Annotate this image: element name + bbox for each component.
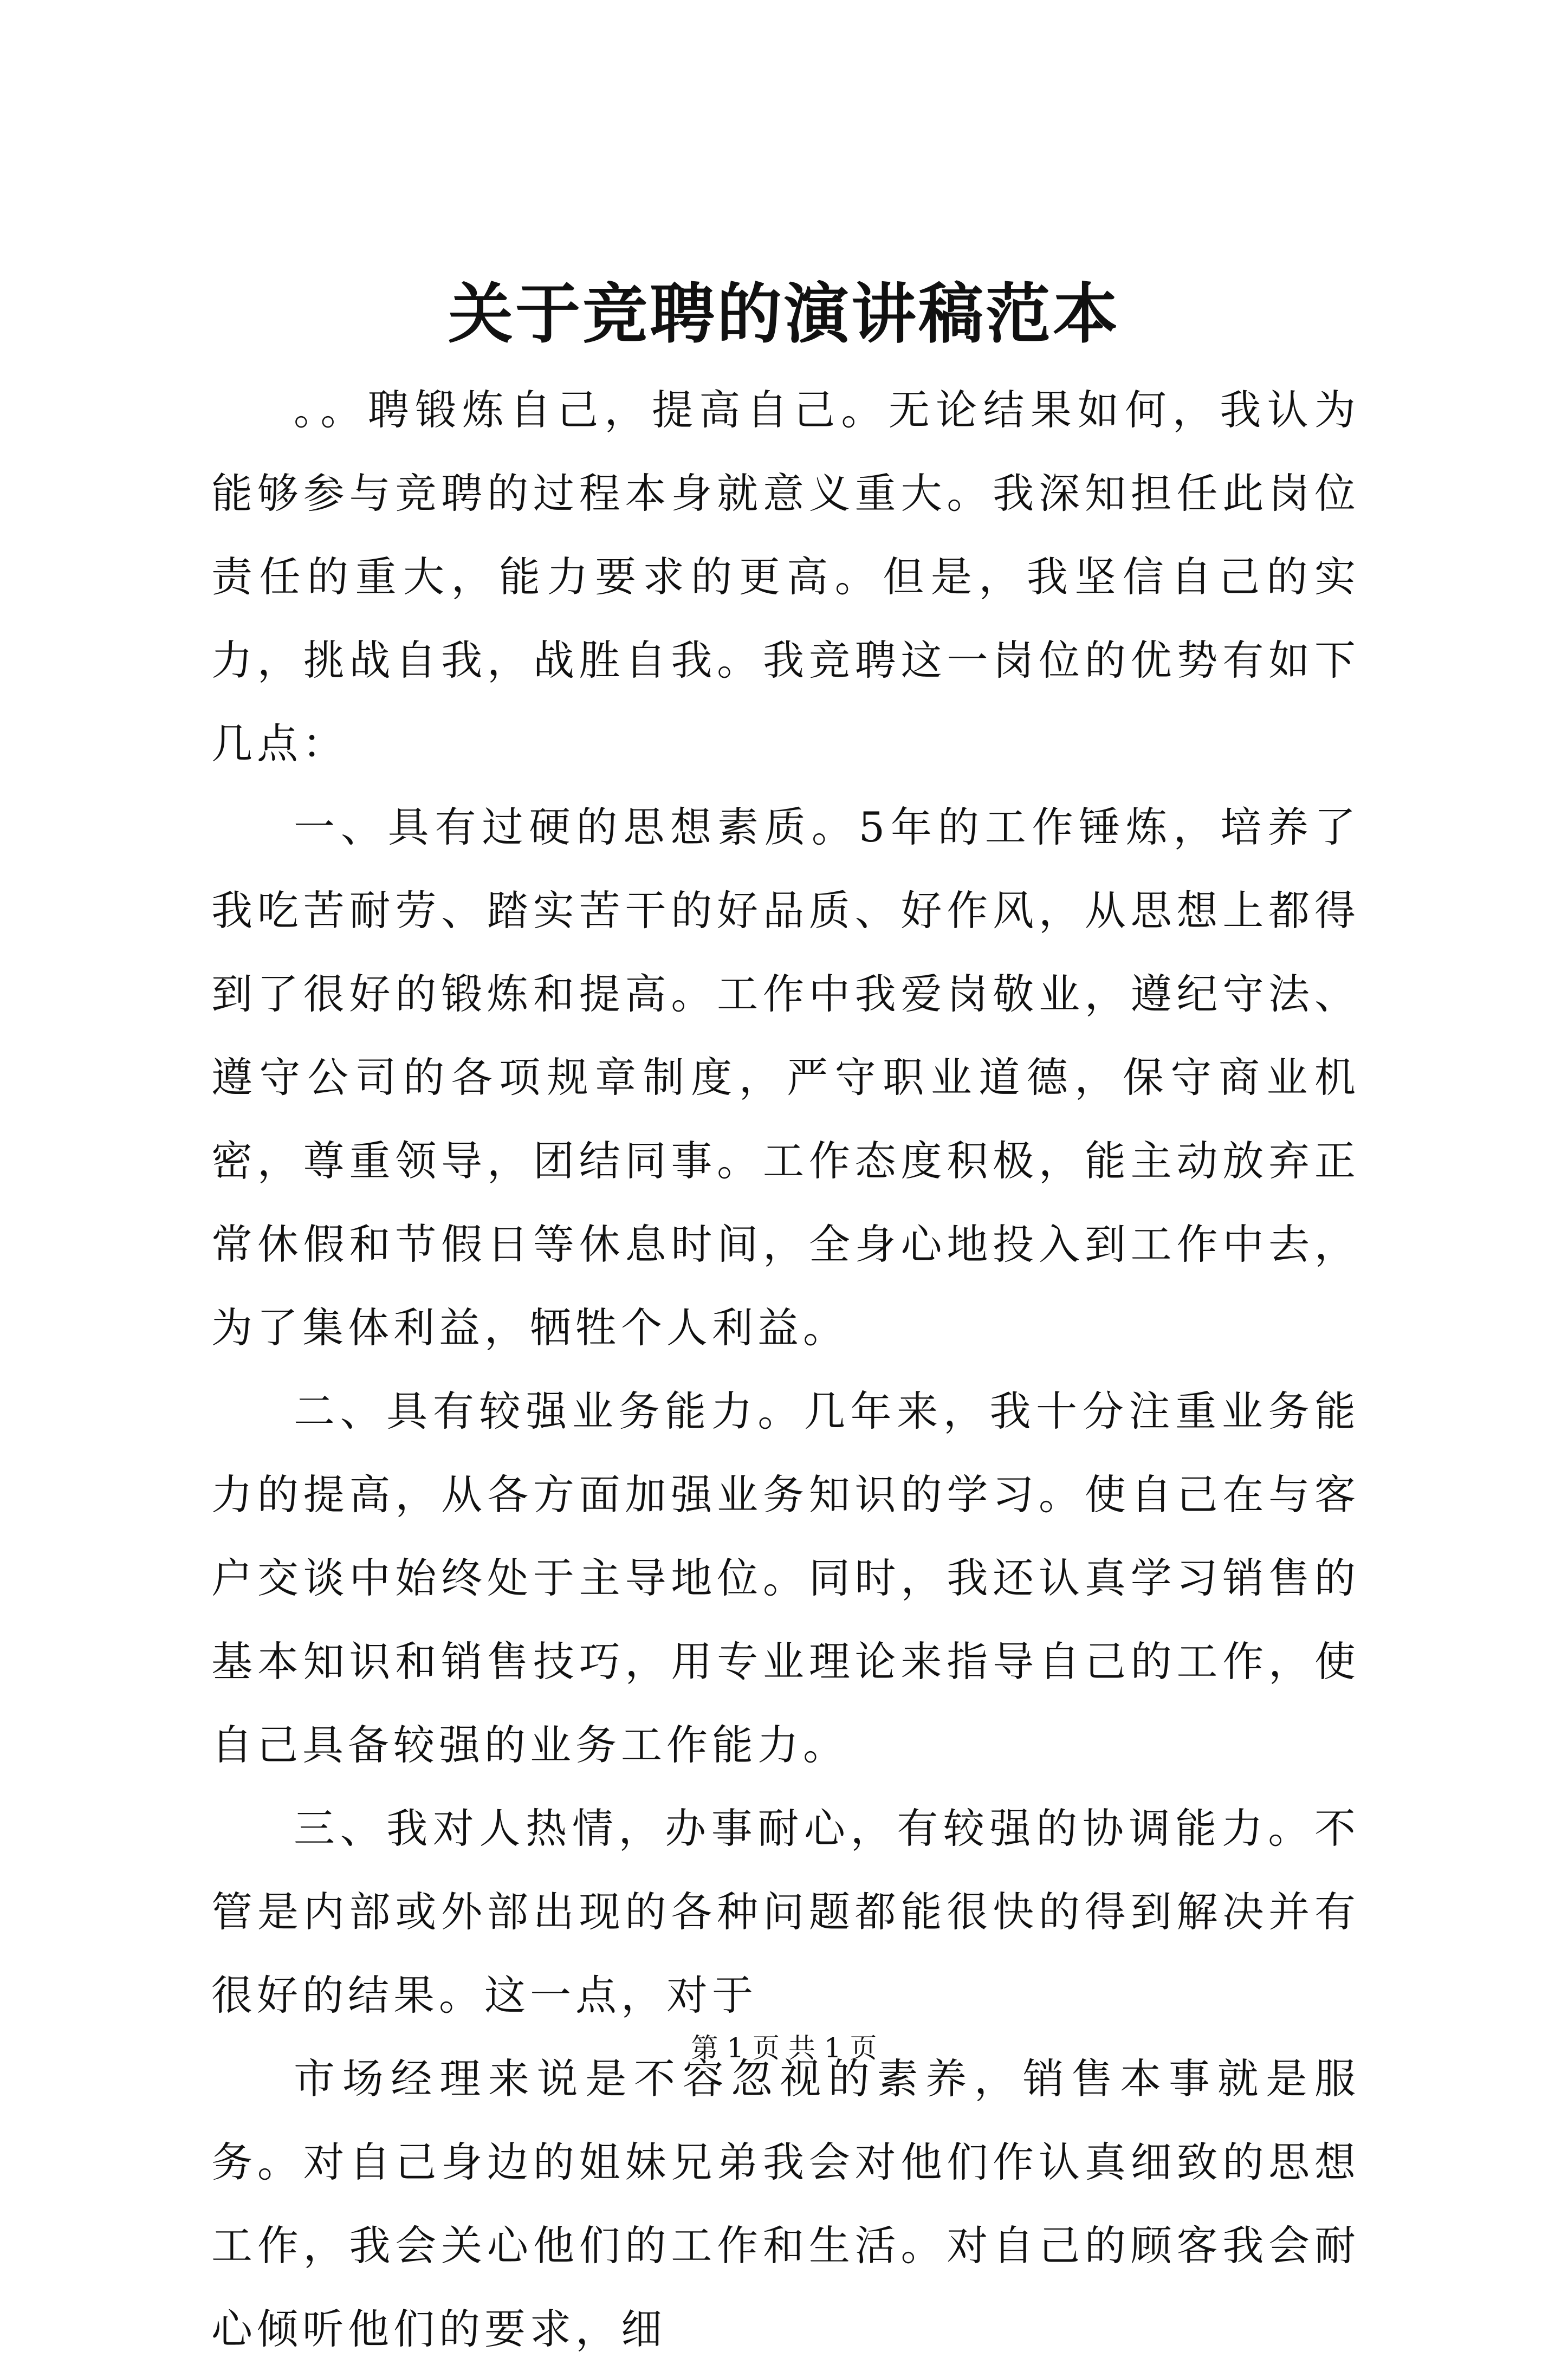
paragraph-5: 市场经理来说是不容忽视的素养，销售本事就是服务。对自己身边的姐妹兄弟我会对他们作认真细致的思想工作，我会关心他们的工作和生活。对自己的顾客我会耐心倾听他们的要求，细 bbox=[211, 2055, 1360, 2353]
page-footer: 第 1 页 共 1 页 bbox=[691, 2032, 877, 2064]
document-title: 关于竞聘的演讲稿范本 bbox=[448, 276, 1120, 352]
paragraph-4: 三、我对人热情，办事耐心，有较强的协调能力。不管是内部或外部出现的各种问题都能很快的得到解决并有很好的结果。这一点，对于 bbox=[211, 1804, 1360, 2019]
paragraph-1: 。。聘锻炼自己，提高自己。无论结果如何，我认为能够参与竞聘的过程本身就意义重大。我深知担任此岗位责任的重大，能力要求的更高。但是，我坚信自己的实力，挑战自我，战胜自我。我竞聘这一岗位的优势有如下几点： bbox=[211, 386, 1360, 768]
paragraph-3: 二、具有较强业务能力。几年来，我十分注重业务能力的提高，从各方面加强业务知识的学习。使自己在与客户交谈中始终处于主导地位。同时，我还认真学习销售的基本知识和销售技巧，用专业理论来指导自己的工作，使自己具备较强的业务工作能力。 bbox=[211, 1387, 1360, 1769]
paragraph-2: 一、具有过硬的思想素质。5年的工作锤炼，培养了我吃苦耐劳、踏实苦干的好品质、好作风，从思想上都得到了很好的锻炼和提高。工作中我爱岗敬业，遵纪守法、遵守公司的各项规章制度，严守职业道德，保守商业机密，尊重领导，团结同事。工作态度积极，能主动放弃正常休假和节假日等休息时间，全身心地投入到工作中去，为了集体利益，牺牲个人利益。 bbox=[211, 803, 1360, 1352]
document-body bbox=[211, 368, 1360, 2371]
